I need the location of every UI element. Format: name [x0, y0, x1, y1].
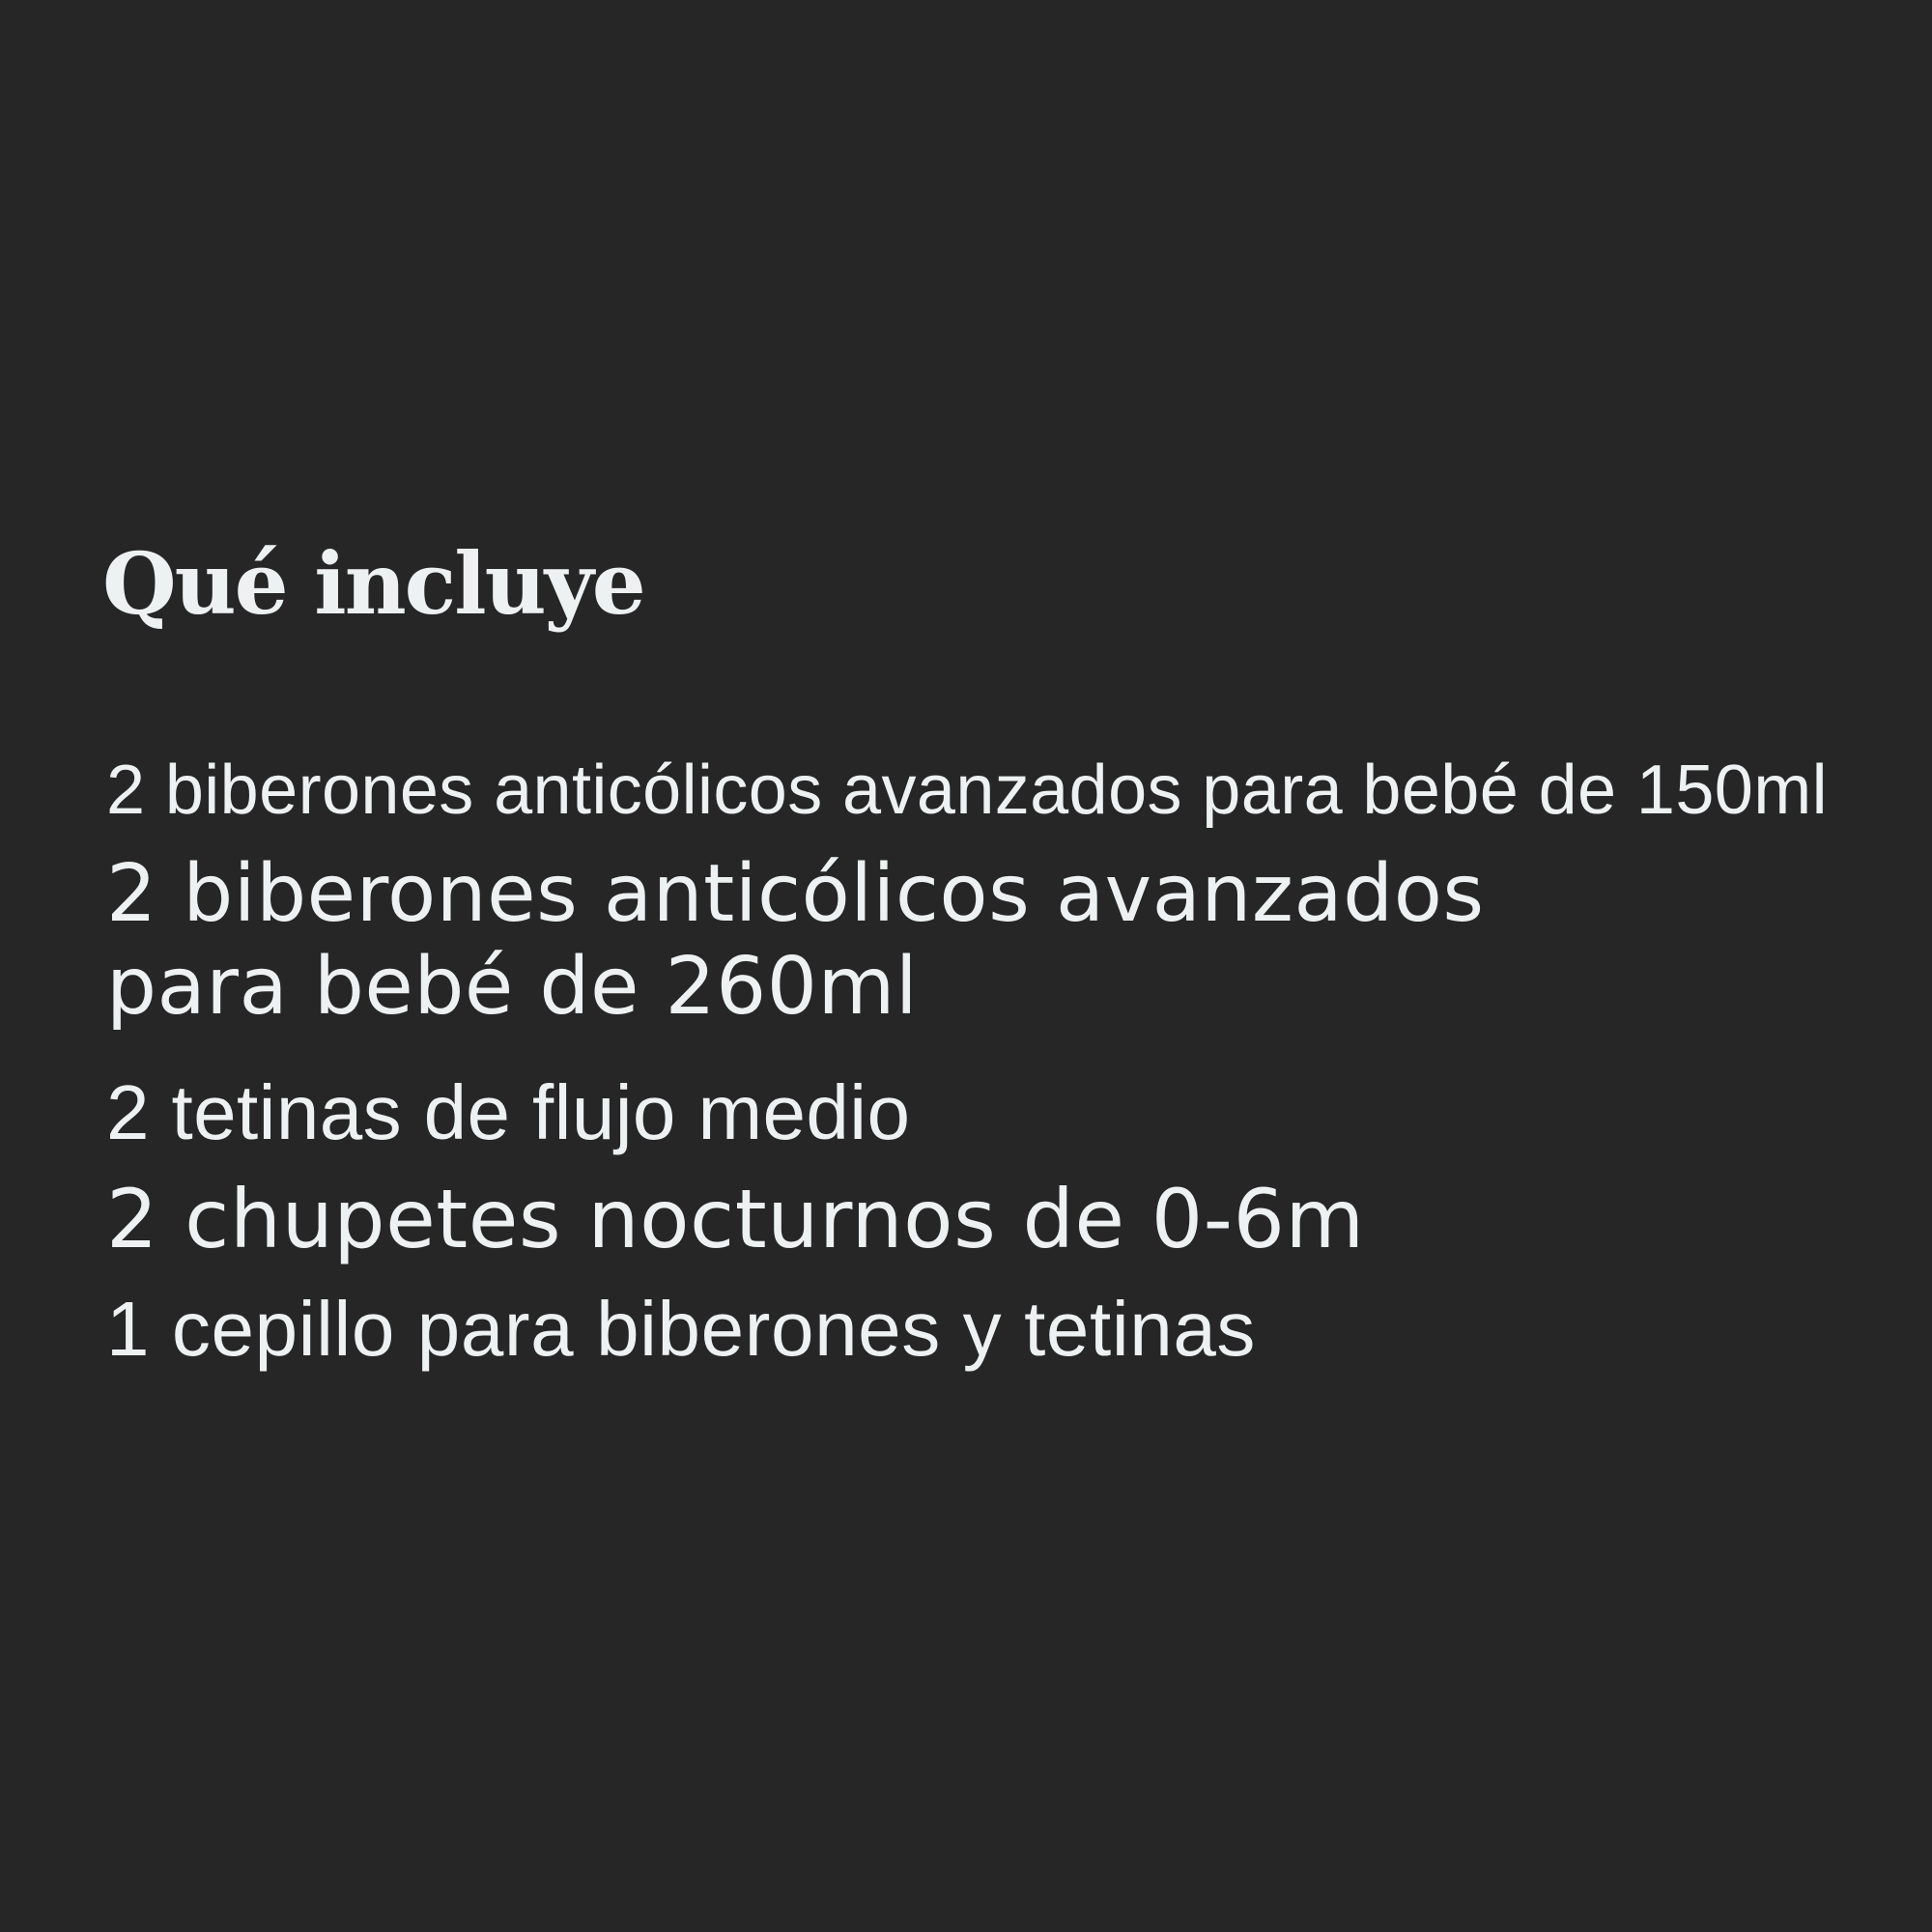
item-medium-flow-teats: 2 tetinas de flujo medio [106, 1069, 911, 1155]
item-night-pacifiers: 2 chupetes nocturnos de 0-6m [106, 1172, 1365, 1266]
included-title: Qué incluye [102, 533, 644, 634]
item-260ml-bottles: 2 biberones anticólicos avanzados para bebé de 260ml [106, 848, 1485, 1033]
item-150ml-bottles: 2 biberones anticólicos avanzados para bebé de 150ml [106, 752, 1828, 829]
item-cleaning-brush: 1 cepillo para biberones y tetinas [106, 1286, 1257, 1372]
